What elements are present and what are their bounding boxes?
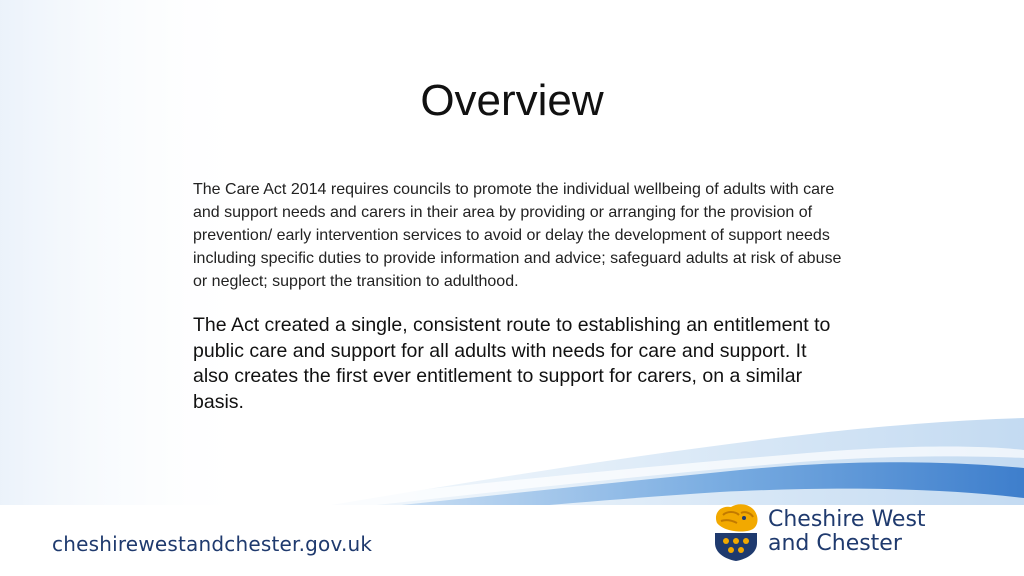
logo-line-1: Cheshire West	[768, 507, 926, 532]
council-crest-icon	[711, 503, 761, 561]
footer-website-url: cheshirewestandchester.gov.uk	[52, 532, 373, 556]
paragraph-act-created: The Act created a single, consistent route to establishing an entitlement to public care and support for all adults with needs for care and support. It also creates the first ever entitlement to support for carers, on a similar basis.	[193, 314, 831, 413]
slide-title: Overview	[420, 76, 604, 125]
logo-line-2: and Chester	[768, 531, 902, 556]
body-text	[193, 178, 843, 415]
council-logo	[711, 503, 971, 563]
council-logo-text	[768, 508, 926, 556]
paragraph-care-act: The Care Act 2014 requires councils to promote the individual wellbeing of adults with care and support needs and carers in their area by providing or arranging for the provision of prevention/ early intervention services to avoid or delay the development of support needs including specific duties to provide information and advice; safeguard adults at risk of abuse or neglect; support the transition to adulthood.	[193, 181, 842, 290]
